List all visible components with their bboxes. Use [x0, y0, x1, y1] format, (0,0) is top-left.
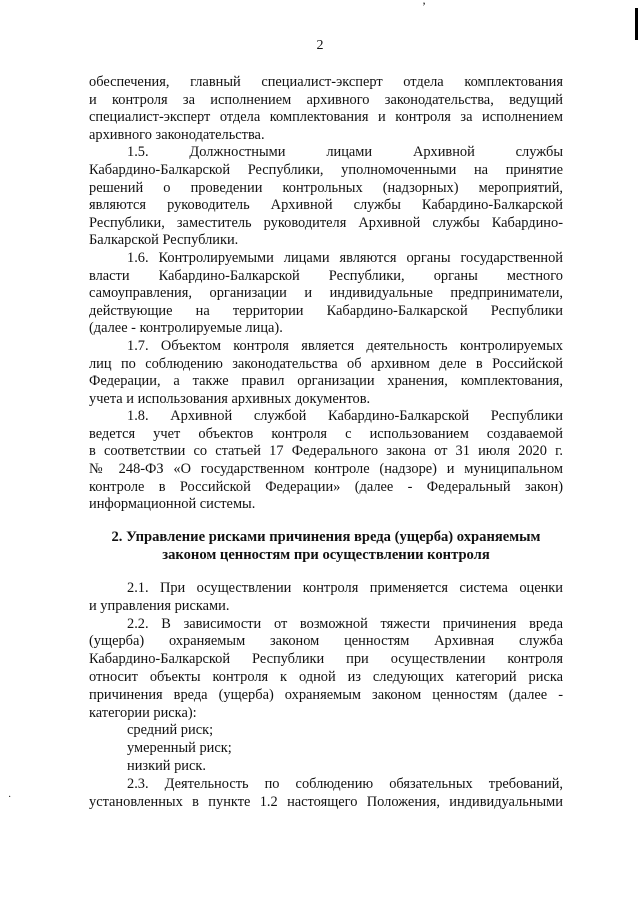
text-line: специалист-эксперт отдела комплектования и контроля за исполнением [89, 109, 563, 126]
text-line: контроле в Российской Федерации» (далее - Федеральный закон) [89, 478, 563, 495]
text-line: власти Кабардино-Балкарской Республики, органы местного [89, 267, 563, 284]
text-line: категории риска): [89, 704, 197, 721]
section-2-body [89, 580, 563, 811]
scan-mark: · [8, 792, 12, 803]
heading-line: 2. Управление рисками причинения вреда (ущерба) охраняемым [111, 529, 541, 545]
text-line: Кабардино-Балкарской Республики, уполномоченными на принятие [89, 161, 563, 178]
section-2-heading [89, 528, 563, 564]
text-line: действующие на территории Кабардино-Балкарской Республики [89, 302, 563, 319]
risk-category-item: средний риск; [127, 722, 214, 739]
text-line: информационной системы. [89, 496, 256, 513]
text-line: являются руководитель Архивной службы Кабардино-Балкарской [89, 197, 563, 214]
text-line: учета и использования архивных документов. [89, 390, 371, 407]
text-line: архивного законодательства. [89, 126, 265, 143]
text-line: лиц по соблюдению законодательства об архивном деле в Российской [89, 355, 563, 372]
top-mark: ’ [422, 0, 426, 13]
clause-1-6: 1.6. Контролируемыми лицами являются органы государственной [127, 249, 563, 266]
heading-line: законом ценностям при осуществлении контроля [162, 547, 490, 563]
text-line: Кабардино-Балкарской Республики при осуществлении контроля [89, 651, 563, 668]
text-line: Республики, заместитель руководителя Архивной службы Кабардино- [89, 214, 563, 231]
text-line: и управления рисками. [89, 597, 230, 614]
text-line: причинения вреда (ущерба) охраняемым законом ценностям (далее - [89, 686, 563, 703]
text-line: установленных в пункте 1.2 настоящего Положения, индивидуальными [89, 793, 563, 810]
text-line: обеспечения, главный специалист-эксперт отдела комплектования [89, 74, 563, 90]
text-line: решений о проведении контрольных (надзорных) мероприятий, [89, 179, 563, 196]
text-line: Балкарской Республики. [89, 232, 239, 249]
clause-1-5: 1.5. Должностными лицами Архивной службы [127, 144, 563, 161]
risk-category-item: низкий риск. [127, 757, 206, 774]
text-line: № 248-ФЗ «О государственном контроле (надзоре) и муниципальном [89, 461, 563, 478]
text-line: (ущерба) охраняемым законом ценностям Архивная служба [89, 633, 563, 650]
text-line: Федерации, а также правил организации хранения, комплектования, [89, 373, 563, 390]
text-line: самоуправления, организации и индивидуальные предприниматели, [89, 285, 563, 302]
clause-1-8: 1.8. Архивной службой Кабардино-Балкарской Республики [127, 408, 563, 425]
scan-edge-line [635, 8, 638, 40]
clause-2-1: 2.1. При осуществлении контроля применяется система оценки [127, 580, 563, 596]
text-line: ведется учет объектов контроля с использованием создаваемой [89, 425, 563, 442]
clause-1-7: 1.7. Объектом контроля является деятельность контролируемых [127, 337, 563, 354]
text-line: и контроля за исполнением архивного законодательства, ведущий [89, 91, 563, 108]
text-line: (далее - контролируемые лица). [89, 320, 283, 337]
clause-2-2: 2.2. В зависимости от возможной тяжести причинения вреда [127, 615, 563, 632]
risk-category-item: умеренный риск; [127, 740, 232, 757]
text-line: относит объекты контроля к одной из следующих категорий риска [89, 668, 563, 685]
page-number: 2 [316, 38, 324, 53]
document-body [89, 74, 563, 514]
clause-2-3: 2.3. Деятельность по соблюдению обязательных требований, [127, 775, 563, 792]
text-line: в соответствии со статьей 17 Федерального закона от 31 июля 2020 г. [89, 443, 563, 460]
